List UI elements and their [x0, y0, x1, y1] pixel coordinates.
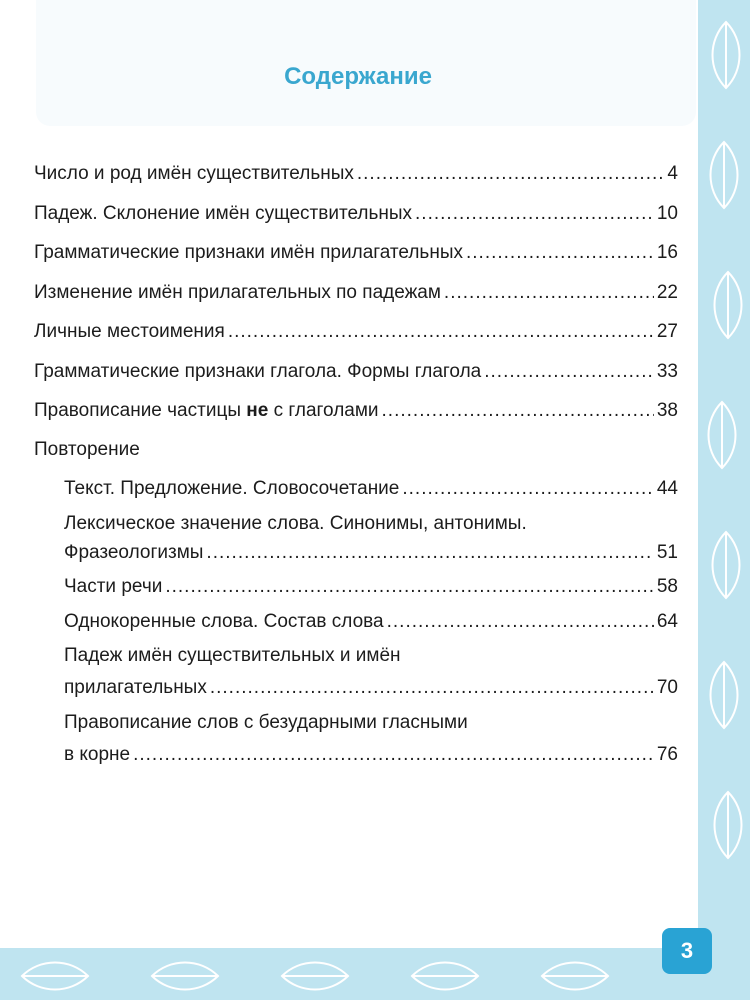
toc-entry-title-part: Правописание частицы [34, 400, 241, 421]
toc-subentry[interactable] [64, 576, 678, 598]
toc-entry-page: 27 [656, 321, 678, 342]
toc-entry-page: 70 [656, 677, 678, 698]
toc-entry-title: Падеж. Склонение имён существительных [34, 203, 413, 224]
toc-entry-page: 16 [656, 242, 678, 263]
toc-subentry[interactable] [64, 478, 678, 500]
toc-entry-title [34, 400, 379, 422]
dot-leader [382, 400, 654, 422]
toc-entry[interactable] [34, 163, 678, 185]
toc-entry-title-line1: Лексическое значение слова. Синонимы, антонимы. [64, 513, 527, 534]
dot-leader [206, 542, 653, 564]
toc-subentry[interactable] [64, 677, 678, 699]
dot-leader [466, 242, 654, 264]
toc-subentry[interactable] [64, 611, 678, 633]
dot-leader [228, 321, 654, 343]
toc-entry-title: Личные местоимения [34, 321, 225, 342]
dot-leader [210, 677, 654, 699]
toc-entry[interactable] [34, 282, 678, 304]
bold-particle: не [246, 400, 269, 421]
page-title: Содержание [284, 63, 432, 90]
toc-entry-title: Фразеологизмы [64, 542, 204, 563]
toc-entry-title: Грамматические признаки глагола. Формы глагола [34, 361, 482, 382]
toc-entry-page: 10 [656, 203, 678, 224]
dot-leader [444, 282, 654, 304]
toc-entry-page: 58 [656, 576, 678, 597]
toc-entry-page: 4 [667, 163, 678, 184]
toc-entry-page: 64 [656, 611, 678, 632]
section-heading: Повторение [34, 439, 140, 460]
toc-entry-page: 33 [656, 361, 678, 382]
toc-entry-title: Изменение имён прилагательных по падежам [34, 282, 441, 303]
toc-entry-title: Грамматические признаки имён прилагательных [34, 242, 463, 263]
page-number: 3 [662, 928, 712, 974]
toc-entry-title-line1: Правописание слов с безударными гласными [64, 712, 468, 733]
toc-entry[interactable] [34, 203, 678, 225]
toc-entry-title: Число и род имён существительных [34, 163, 354, 184]
dot-leader [133, 744, 654, 766]
toc-entry-title-line1: Падеж имён существительных и имён [64, 645, 401, 666]
toc-subentry[interactable] [64, 744, 678, 766]
toc-subentry[interactable] [64, 542, 678, 564]
toc-entry-title: в корне [64, 744, 131, 765]
dot-leader [402, 478, 653, 500]
dot-leader [484, 361, 654, 383]
toc-entry[interactable] [34, 400, 678, 422]
toc-entry-page: 44 [656, 478, 678, 499]
dot-leader [415, 203, 654, 225]
toc-entry[interactable] [34, 321, 678, 343]
toc-entry-page: 38 [656, 400, 678, 421]
toc-entry-page: 51 [656, 542, 678, 563]
toc-entry-page: 76 [656, 744, 678, 765]
toc-entry-page: 22 [656, 282, 678, 303]
toc-entry-title: Текст. Предложение. Словосочетание [64, 478, 400, 499]
dot-leader [357, 163, 665, 185]
toc-entry-title: Части речи [64, 576, 163, 597]
toc-entry-title-part: с глаголами [273, 400, 379, 421]
toc-entry-title: прилагательных [64, 677, 207, 698]
toc-entry[interactable] [34, 361, 678, 383]
dot-leader [387, 611, 654, 633]
dot-leader [165, 576, 654, 598]
toc-entry[interactable] [34, 242, 678, 264]
toc-entry-title: Однокоренные слова. Состав слова [64, 611, 384, 632]
